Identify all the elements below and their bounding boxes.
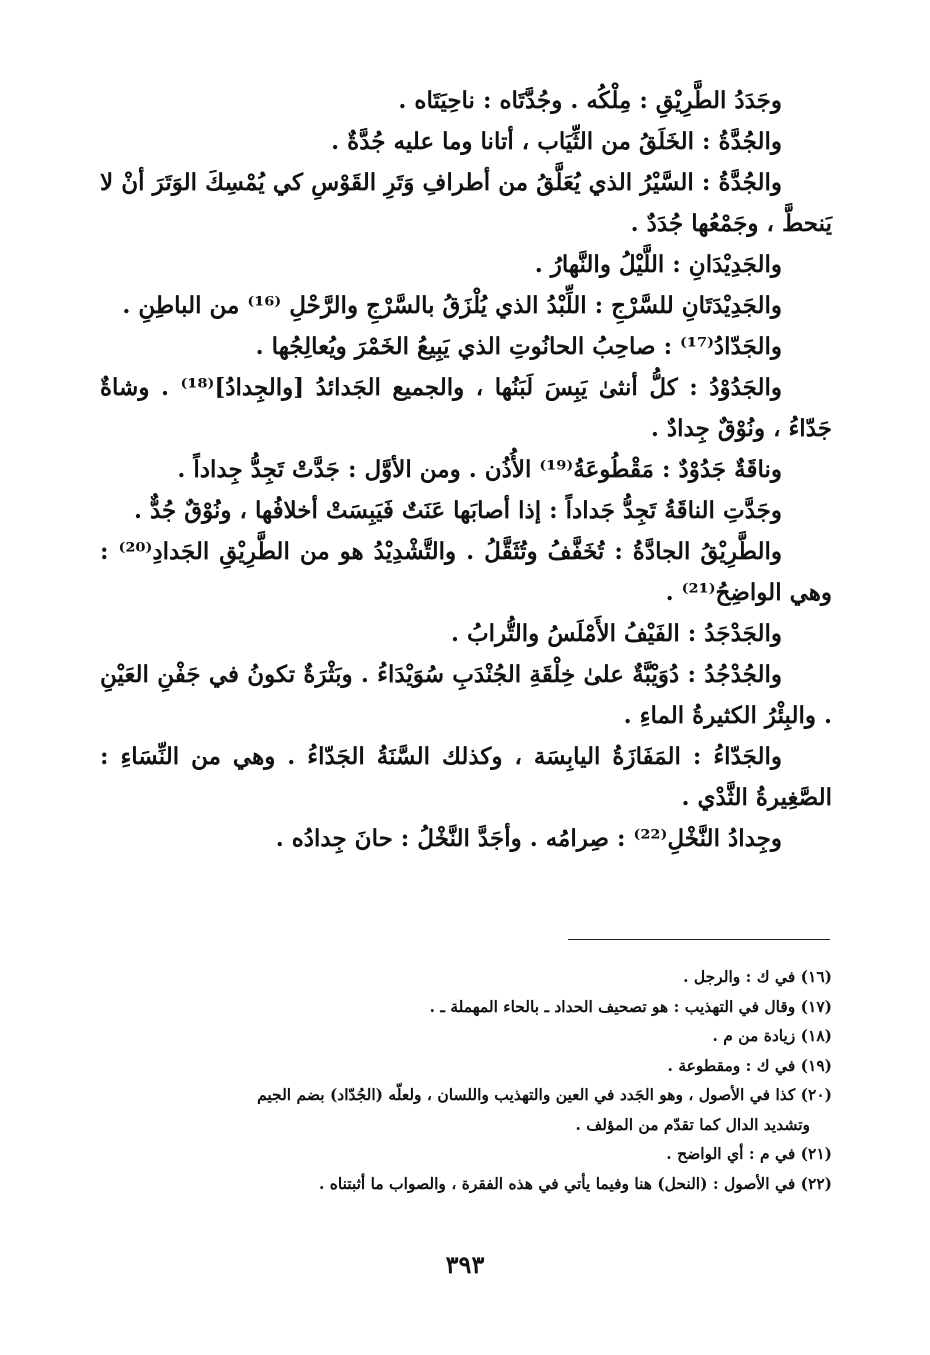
paragraph: والجَدّادُ⁽¹⁷⁾ : صاحِبُ الحانُوتِ الذي يَبِيعُ الخَمْرَ ويُعالِجُها .: [255, 333, 782, 360]
footnote-continuation: وتشديد الدال كما تقدّم من المؤلف .: [575, 1114, 810, 1134]
page-number: ٣٩٣: [445, 1250, 485, 1279]
main-text: [100, 80, 832, 859]
footnote: (١٩) في ك : ومقطوعة .: [667, 1055, 832, 1075]
paragraph: وجَدَدُ الطَّرِيْقِ : مِلْكُه . وجُدَّتَاه : ناحِيَتَاه .: [398, 87, 782, 114]
paragraph: والجُدَّةُ : السَّيْرُ الذي يُعَلَّقُ من أطرافِ وَتَرِ القَوْسِ كي يُمْسِكَ الوَتَرَ أنْ لا يَنحطَّ ، وجَمْعُها جُدَدٌ .: [100, 169, 832, 237]
paragraph: والجَدْجَدُ : الفَيْفُ الأَمْلَسُ والتُّرابُ .: [451, 620, 782, 647]
paragraph: والجُدَّةُ : الخَلَقُ من الثِّيَاب ، أتانا وما عليه جُدَّةٌ .: [331, 128, 782, 155]
paragraph: والطَّرِيْقُ الجادَّةُ : تُخَفَّفُ وتُثَقَّلُ . والتَّشْدِيْدُ هو من الطَّرِيْقِ الجَدادِ⁽²⁰⁾ : وهي الواضِحُ⁽²¹⁾ .: [100, 538, 832, 606]
footnote: (٢٠) كذا في الأصول ، وهو الجَدد في العين والتهذيب واللسان ، ولعلّه (الجُدّاد) بضم الجيم: [257, 1085, 832, 1104]
footnotes: [96, 962, 832, 1198]
paragraph: وجَدَّتِ الناقَةُ تَجِدُّ جَداداً : إذا أصابَها عَنَتٌ فَيَبِسَتْ أخلافُها ، ونُوْقٌ جُدٌّ .: [133, 497, 782, 524]
paragraph: والجُدْجُدُ : دُوَيْبَّةٌ علىٰ خِلْقَةِ الجُنْدَبِ سُوَيْدَاءُ . وبَثْرَةٌ تكونُ في جَفْنِ العَيْنِ . والبِئْرُ الكثيرةُ الماءِ .: [100, 661, 832, 729]
paragraph: والجَدِيْدَانِ : اللَّيْلُ والنَّهارُ .: [534, 251, 782, 278]
footnote-separator: [568, 939, 830, 940]
footnote: (١٧) وقال في التهذيب : هو تصحيف الحداد ـ بالحاء المهملة ـ .: [429, 996, 832, 1016]
paragraph: وناقَةٌ جَدُوْدٌ : مَقْطُوعَةُ⁽¹⁹⁾ الأُذُن . ومن الأوَّل : جَدَّتْ تَجِدُّ جِداداً .: [177, 456, 782, 483]
footnote: (١٦) في ك : والرجل .: [683, 967, 832, 986]
footnote: (١٨) زيادة من م .: [712, 1026, 832, 1045]
footnote: (٢٢) في الأصول : (النحل) هنا وفيما يأتي في هذه الفقرة ، والصواب ما أثبتناه .: [318, 1173, 832, 1193]
paragraph: والجَدِيْدَتَانِ للسَّرْجِ : اللِّبْدُ الذي يُلْزَقُ بالسَّرْجِ والرَّحْلِ ⁽¹⁶⁾ من الباطِنِ .: [122, 292, 782, 319]
paragraph: والجَدُوْدُ : كلُّ أنثىٰ يَبِسَ لَبَنُها ، والجميع الجَدائدُ [والجِدادُ]⁽¹⁸⁾ . وشاةٌ جَدّاءُ ، ونُوْقٌ جِدادٌ .: [100, 374, 832, 442]
paragraph: وجِدادُ النَّخْلِ⁽²²⁾ : صِرامُه . وأجَدَّ النَّخْلُ : حانَ جِدادُه .: [275, 825, 782, 852]
paragraph: والجَدّاءُ : المَفَازَةُ اليابِسَة ، وكذلك السَّنَةُ الجَدّاءُ . وهي من النِّسَاءِ : الصَّغِيرةُ الثَّدْي .: [100, 743, 832, 811]
footnote: (٢١) في م : أي الواضح .: [666, 1144, 832, 1163]
